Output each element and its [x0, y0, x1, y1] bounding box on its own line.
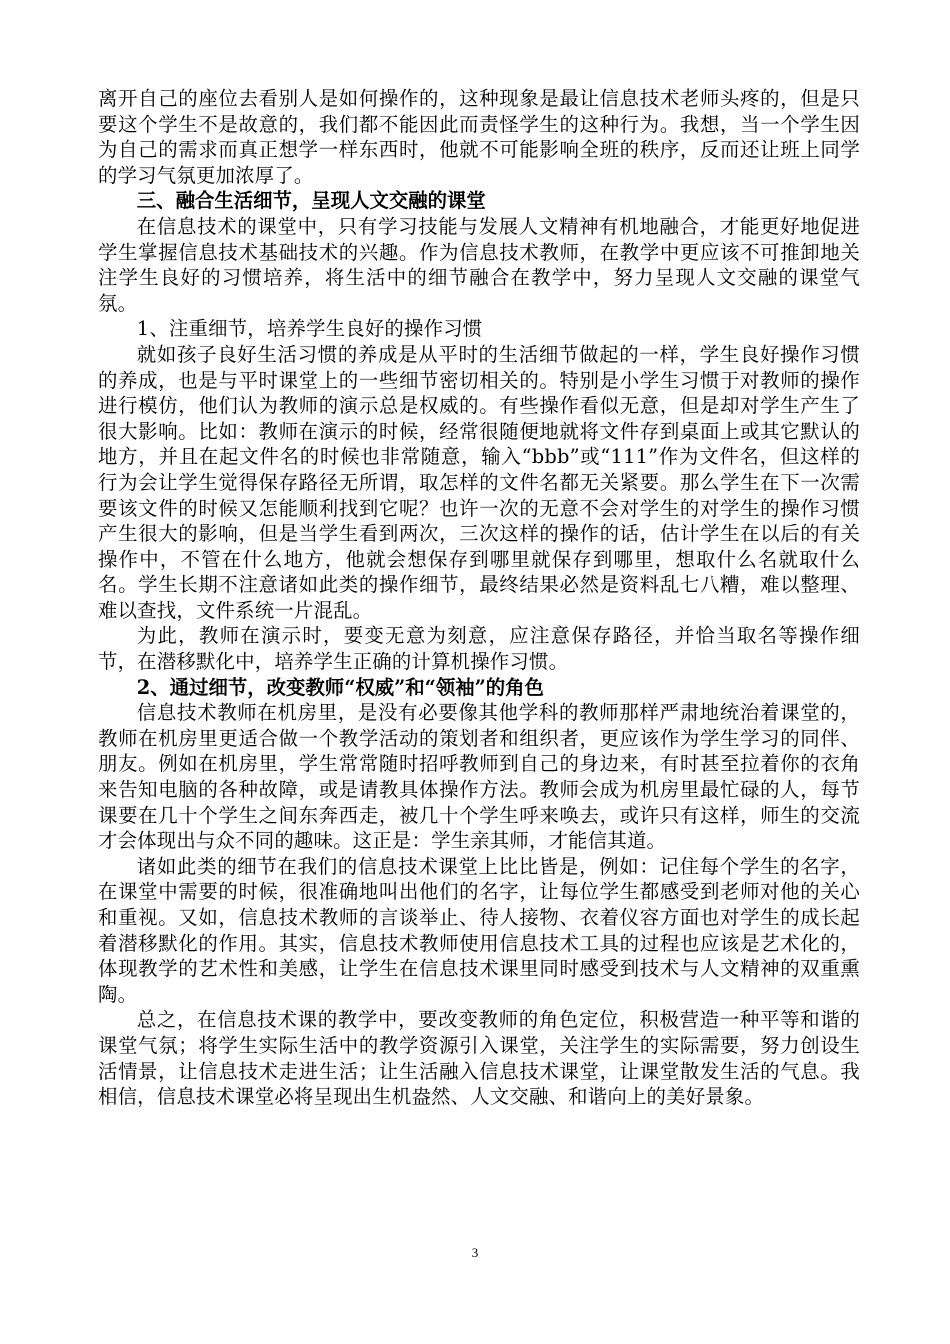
- paragraph-demonstration: 为此，教师在演示时，要变无意为刻意，应注意保存路径，并恰当取名等操作细节，在潜移默化中，培养学生正确的计算机操作习惯。: [98, 624, 860, 674]
- subheading-1: 1、注重细节，培养学生良好的操作习惯: [136, 317, 483, 341]
- section-heading-3: 三、融合生活细节，呈现人文交融的课堂: [136, 189, 486, 213]
- document-body: [98, 86, 860, 1110]
- paragraph-section-3-intro: 在信息技术的课堂中，只有学习技能与发展人文精神有机地融合，才能更好地促进学生掌握信息技术基础技术的兴趣。作为信息技术教师，在教学中更应该不可推卸地关注学生良好的习惯培养，将生活中的细节融合在教学中，努力呈现人文交融的课堂气氛。: [98, 214, 860, 315]
- paragraph-teacher-role: 信息技术教师在机房里，是没有必要像其他学科的教师那样严肃地统治着课堂的，教师在机房里更适合做一个教学活动的策划者和组织者，更应该作为学生学习的同伴、朋友。例如在机房里，学生常常随时招呼教师到自己的身边来，有时甚至拉着你的衣角来告知电脑的各种故障，或是请教具体操作方法。教师会成为机房里最忙碌的人，每节课要在几十个学生之间东奔西走，被几十个学生呼来唤去，或许只有这样，师生的交流才会体现出与众不同的趣味。这正是：学生亲其师，才能信其道。: [98, 701, 860, 853]
- paragraph-intro-continuation: 离开自己的座位去看别人是如何操作的，这种现象是最让信息技术老师头疼的，但是只要这个学生不是故意的，我们都不能因此而责怪学生的这种行为。我想，当一个学生因为自己的需求而真正想学一样东西时，他就不可能影响全班的秩序，反而还让班上同学的学习气氛更加浓厚了。: [98, 87, 860, 187]
- paragraph-habits: 就如孩子良好生活习惯的养成是从平时的生活细节做起的一样，学生良好操作习惯的养成，也是与平时课堂上的一些细节密切相关的。特别是小学生习惯于对教师的操作进行模仿，他们认为教师的演示总是权威的。有些操作看似无意，但是却对学生产生了很大影响。比如：教师在演示的时候，经常很随便地就将文件存到桌面上或其它默认的地方，并且在起文件名的时候也非常随意，输入“bbb”或“111”作为文件名，但这样的行为会让学生觉得保存路径无所谓，取怎样的文件名都无关紧要。那么学生在下一次需要该文件的时候又怎能顺利找到它呢？也许一次的无意不会对学生的对学生的操作习惯产生很大的影响，但是当学生看到两次，三次这样的操作的话，估计学生在以后的有关操作中，不管在什么地方，他就会想保存到哪里就保存到哪里，想取什么名就取什么名。学生长期不注意诸如此类的操作细节，最终结果必然是资料乱七八糟，难以整理、难以查找，文件系统一片混乱。: [98, 342, 860, 622]
- paragraph-conclusion: 总之，在信息技术课的教学中，要改变教师的角色定位，积极营造一种平等和谐的课堂气氛；将学生实际生活中的教学资源引入课堂，关注学生的实际需要，努力创设生活情景，让信息技术走进生活；让生活融入信息技术课堂，让课堂散发生活的气息。我相信，信息技术课堂必将呈现出生机盎然、人文交融、和谐向上的美好景象。: [98, 1008, 860, 1109]
- subheading-2: 2、通过细节，改变教师“权威”和“领袖”的角色: [136, 675, 544, 699]
- page-number: 3: [471, 1245, 479, 1260]
- paragraph-details-examples: 诸如此类的细节在我们的信息技术课堂上比比皆是，例如：记住每个学生的名字，在课堂中需要的时候，很准确地叫出他们的名字，让每位学生都感受到老师对他的关心和重视。又如，信息技术教师的言谈举止、待人接物、衣着仪容方面也对学生的成长起着潜移默化的作用。其实，信息技术教师使用信息技术工具的过程也应该是艺术化的，体现教学的艺术性和美感，让学生在信息技术课里同时感受到技术与人文精神的双重熏陶。: [98, 854, 860, 1006]
